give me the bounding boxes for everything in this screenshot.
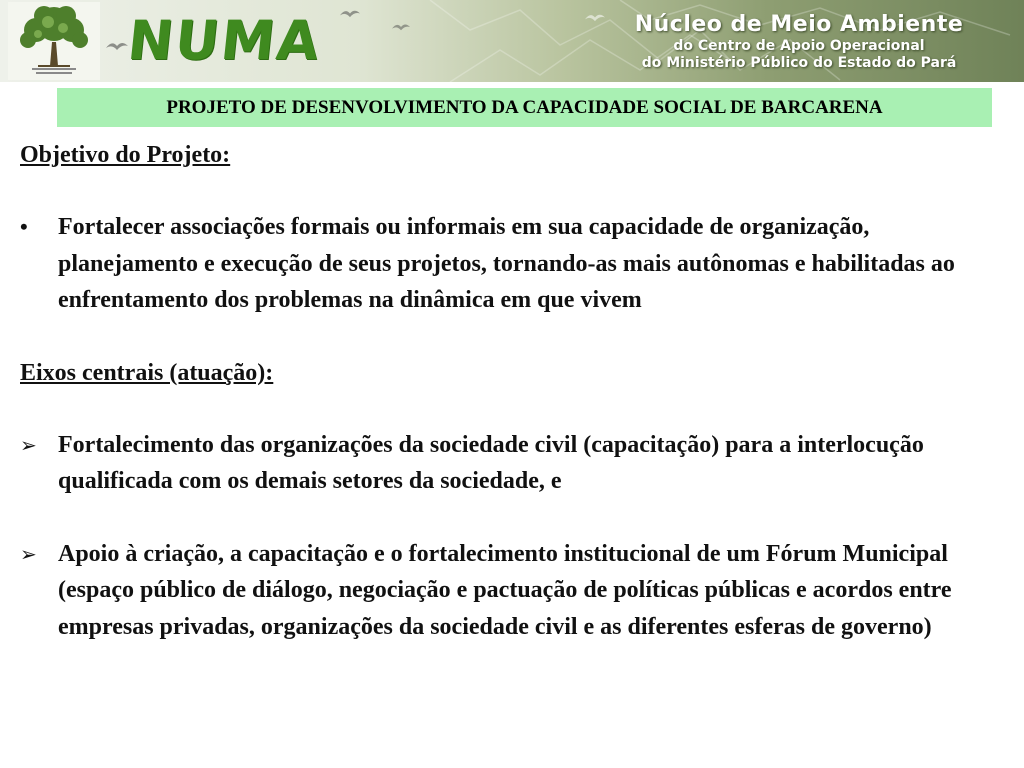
axes-text-1: Fortalecimento das organizações da sociedade civil (capacitação) para a interlocução qualificada com os demais setores da sociedade, e (58, 431, 924, 494)
axes-text-2: Apoio à criação, a capacitação e o fortalecimento institucional de um Fórum Municipal (espaço público de diálogo, negociação e pactuação de políticas públicas e acordos entre empresas privadas, organizações da sociedade civil e as diferentes esferas de governo) (58, 540, 952, 640)
axes-bullet-item (20, 427, 1010, 500)
spacer (20, 173, 1010, 209)
org-title: Núcleo de Meio Ambiente (634, 12, 964, 37)
org-subtitle-line-1: do Centro de Apoio Operacional (673, 38, 925, 54)
axes-heading: Eixos centrais (atuação): (20, 359, 274, 386)
axes-bullet-item (20, 536, 1010, 646)
bullet-dot-icon: • (20, 214, 28, 239)
bird-icon (585, 12, 605, 23)
numa-logo: NUMA (124, 9, 324, 72)
bird-icon (392, 22, 410, 32)
org-subtitle-line-2: do Ministério Público do Estado do Pará (641, 55, 957, 71)
objective-heading: Objetivo do Projeto: (20, 142, 231, 168)
spacer (20, 391, 1010, 427)
project-title-bar: PROJETO DE DESENVOLVIMENTO DA CAPACIDADE SOCIAL DE BARCARENA (57, 88, 992, 127)
slide-content (20, 137, 1010, 645)
arrow-bullet-icon: ➢ (20, 541, 37, 566)
arrow-bullet-icon: ➢ (20, 432, 37, 457)
banner (0, 0, 1024, 82)
objective-text: Fortalecer associações formais ou informais em sua capacidade de organização, planejamento e execução de seus projetos, tornando-as mais autônomas e habilitadas ao enfrentamento dos problemas na dinâmica em que vivem (58, 214, 955, 313)
bird-icon (340, 8, 360, 19)
bird-icon (106, 40, 128, 52)
organization-title-block (614, 12, 984, 72)
spacer (20, 319, 1010, 355)
spacer (20, 500, 1010, 536)
objective-bullet-item (20, 209, 1010, 319)
tree-logo-icon (8, 2, 100, 80)
